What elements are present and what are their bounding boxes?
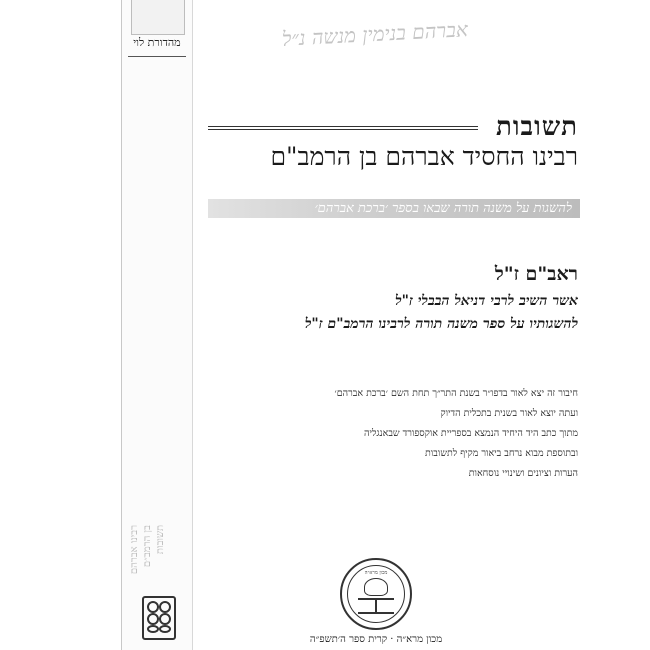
edition-details <box>335 384 578 484</box>
spine-vertical-line-1: רבינו אברהם <box>129 525 140 575</box>
detail-line: הערות וציונים ושינויי נוסחאות <box>468 468 578 479</box>
detail-line: מתוך כתב היד היחיד הנמצא בספריית אוקספורד שבאנגליה <box>364 428 578 439</box>
handwritten-signature: אברהם בנימין מנשה נ״ל <box>281 17 469 51</box>
seal-text: מכון מרא״ה <box>364 570 388 576</box>
spine-vertical-line-2: בן הרמב״ם <box>142 525 153 567</box>
spine-vertical-text <box>128 525 186 574</box>
title-underline <box>208 126 478 130</box>
section-line-2: להשגותיו על ספר משנה תורה לרבינו הרמב"ם ז"ל <box>304 316 578 332</box>
publisher-line: מכון מרא״ה · קרית ספר ה׳תשפ״ה <box>309 634 443 645</box>
detail-line: ועתה יוצא לאור בשנית בתכלית הדיוק <box>440 408 578 419</box>
spine-divider <box>128 56 186 57</box>
book-subtitle: רבינו החסיד אברהם בן הרמב"ם <box>270 142 578 171</box>
book-spine <box>121 0 193 650</box>
spine-ornament-icon <box>142 596 176 640</box>
publisher-seal-icon <box>340 558 412 630</box>
spine-edition-label: מהדורת לוי <box>133 36 181 49</box>
book-title: תשובות <box>496 112 578 142</box>
detail-line: ובתוספת מבוא נרחב ביאור מקיף לתשובות <box>425 448 578 459</box>
open-book-icon <box>358 598 394 614</box>
section-line-1: אשר השיב לרבי דניאל הבבלי ז"ל <box>395 293 578 309</box>
seal-emblem-icon <box>364 578 388 596</box>
spine-vertical-line-3: תשובות <box>155 525 166 555</box>
spine-label-box <box>131 0 185 35</box>
ribbon-text: להשגות על משנה תורה שבאו בספר ׳ברכת אברהם׳ <box>314 201 572 216</box>
subtitle-ribbon <box>208 199 580 218</box>
section-heading: ראב"ם ז"ל <box>494 263 578 285</box>
detail-line: חיבור זה יצא לאור בדפו״ר בשנת התר״ך תחת השם ׳ברכת אברהם׳ <box>334 388 578 399</box>
